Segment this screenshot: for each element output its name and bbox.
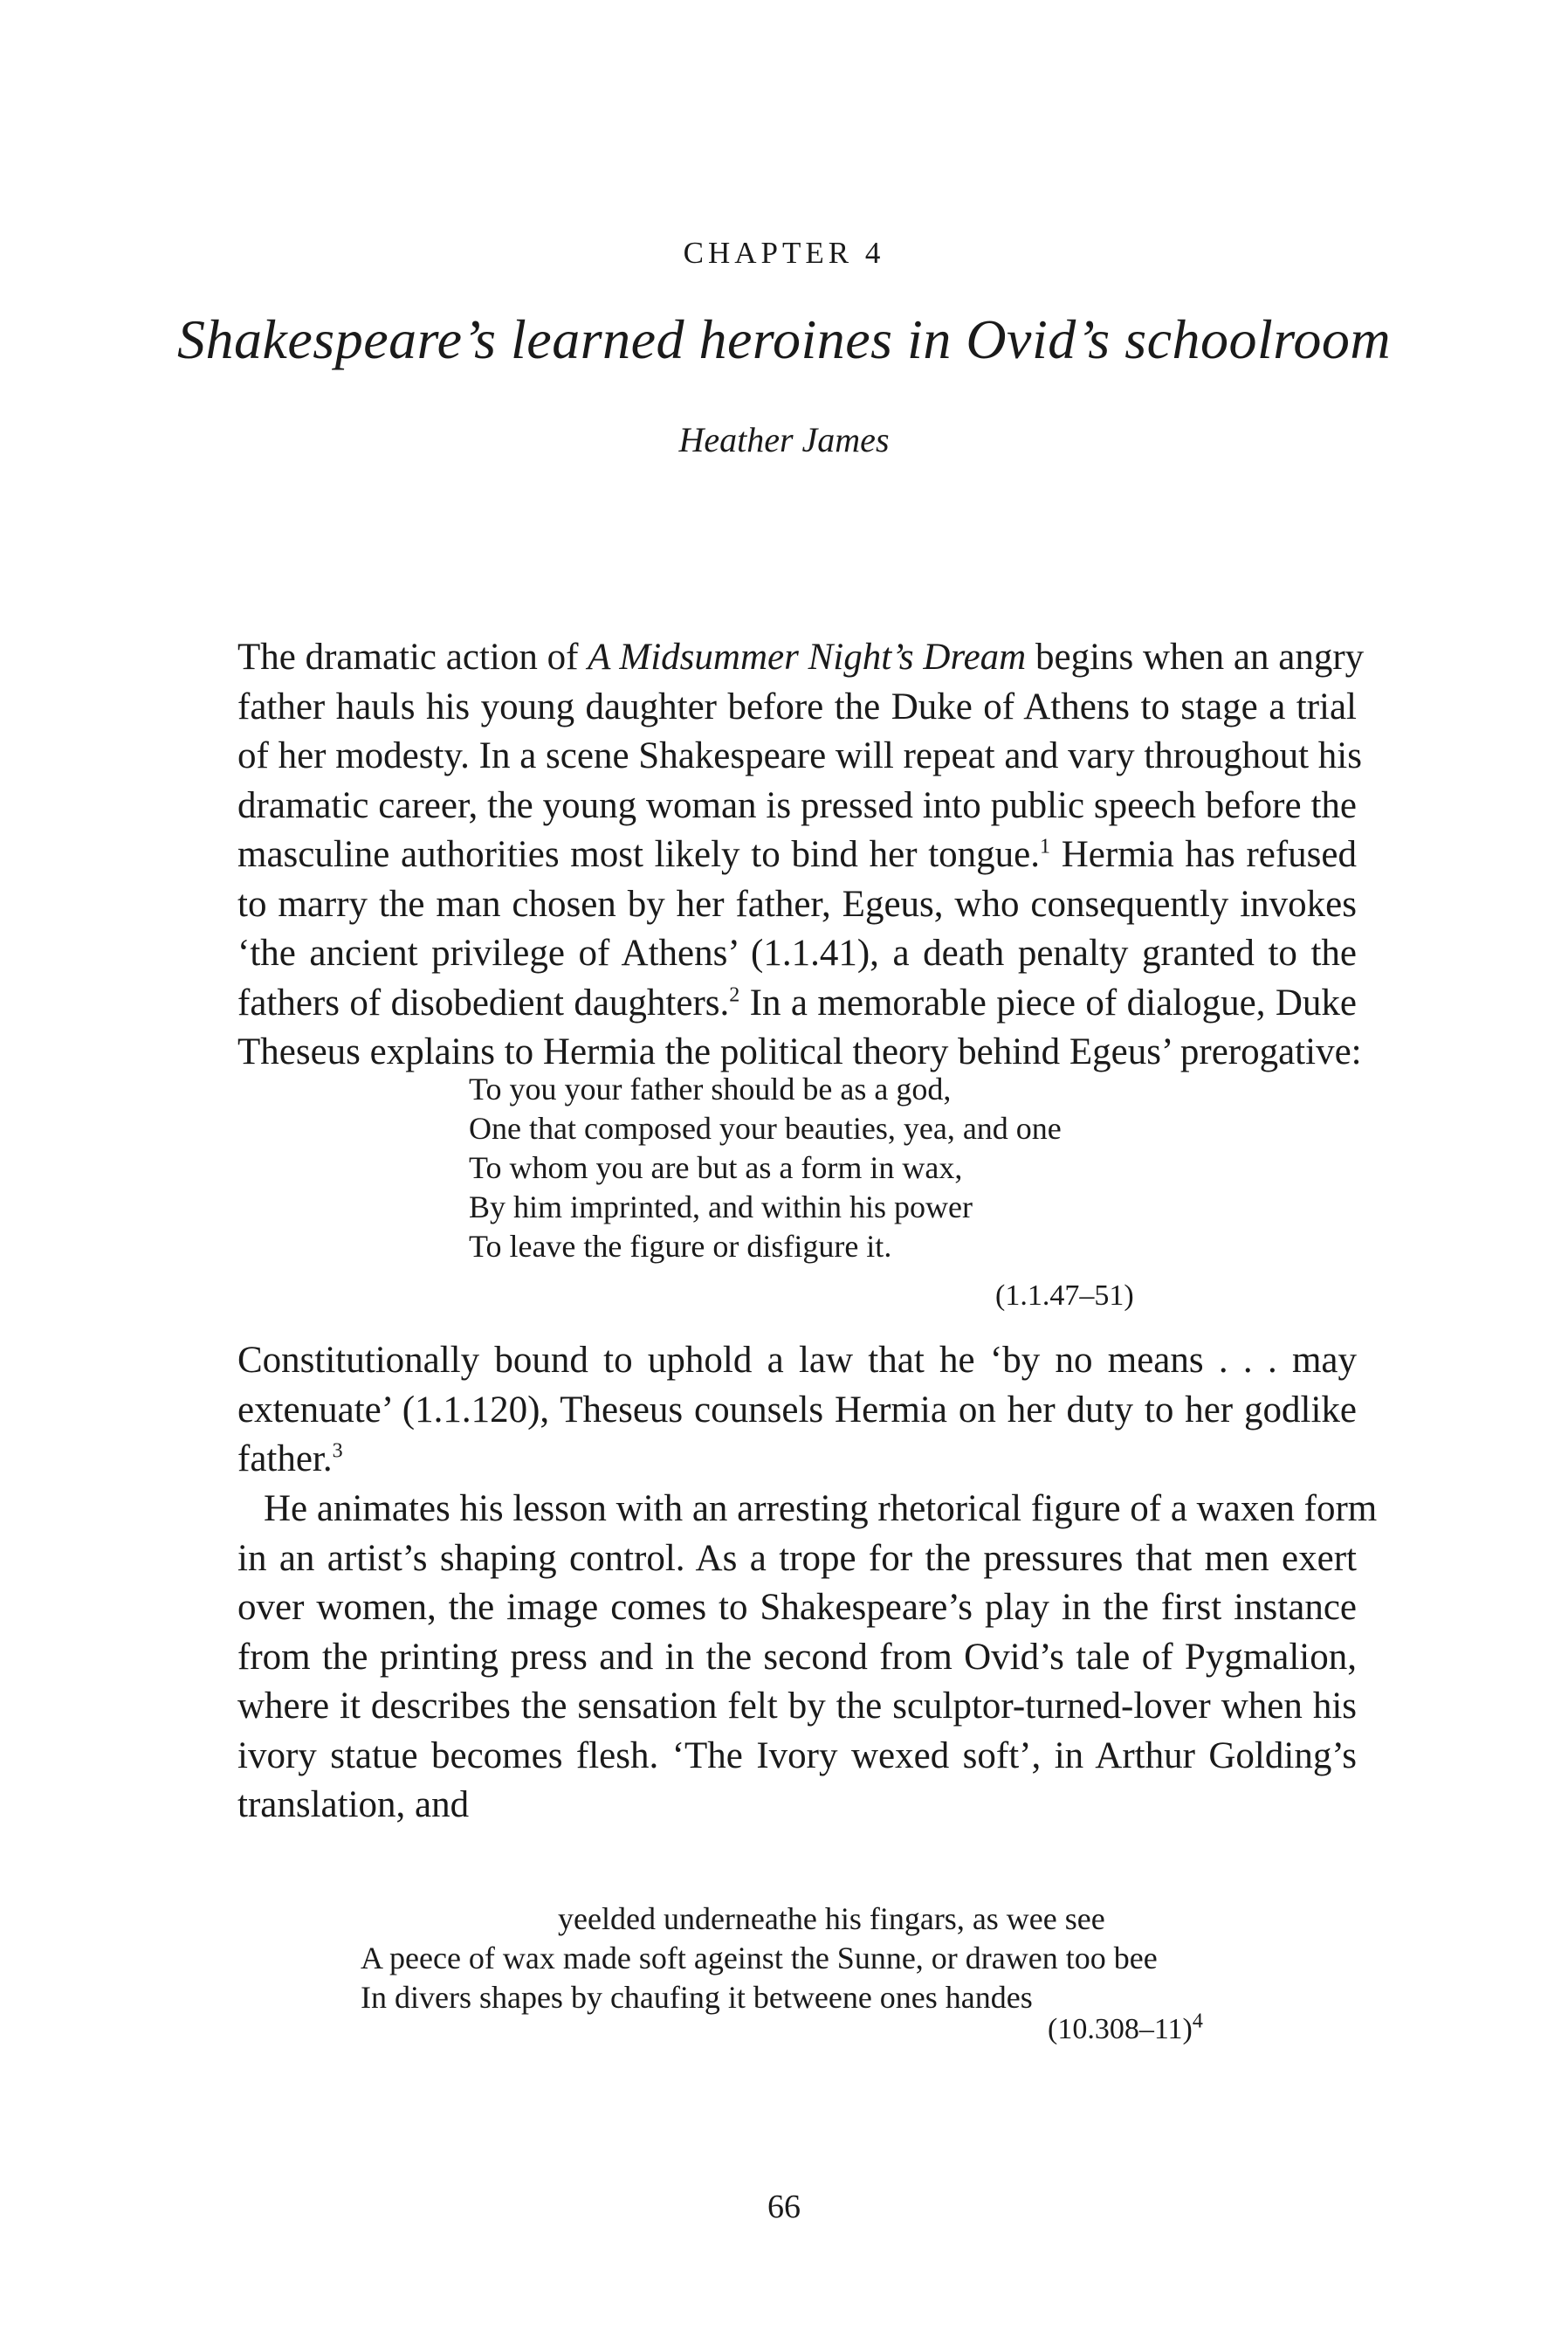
- quote-citation: (1.1.47–51): [995, 1279, 1134, 1312]
- chapter-title: Shakespeare’s learned heroines in Ovid’s schoolroom: [176, 308, 1392, 370]
- text-line: where it describes the sensation felt by the sculptor-turned-lover when his: [237, 1686, 1357, 1727]
- page-number: 66: [767, 2189, 801, 2225]
- chapter-label: CHAPTER 4: [683, 236, 885, 270]
- text-line: masculine authorities most likely to bind her tongue.$^1$ Hermia has refused: [237, 834, 1357, 875]
- footnote-marker: 2: [729, 983, 740, 1007]
- paragraph-constitutionally: [237, 1336, 1357, 1485]
- text-line: extenuate’ (1.1.120), Theseus counsels Hermia on her duty to her godlike: [237, 1389, 1357, 1431]
- paragraph-opening: [237, 633, 1365, 1078]
- text-line: Theseus explains to Hermia the political theory behind Egeus’ prerogative:: [237, 1031, 1362, 1072]
- block-quote-golding: [361, 1899, 1158, 2017]
- quote-line: By him imprinted, and within his power: [469, 1189, 973, 1224]
- text-line: dramatic career, the young woman is pressed into public speech before the: [237, 784, 1357, 826]
- paragraph-waxen-form: [237, 1485, 1378, 1830]
- quote-line: In divers shapes by chaufing it betweene ones handes: [361, 1980, 1033, 2015]
- text-line: translation, and: [237, 1784, 470, 1825]
- footnote-marker: 3: [332, 1439, 343, 1463]
- text-line: father.$^3$: [237, 1438, 343, 1479]
- footnote-marker: 4: [1192, 2010, 1203, 2033]
- text-line: over women, the image comes to Shakespeare’s play in the first instance: [237, 1587, 1357, 1628]
- author-name: Heather James: [678, 420, 890, 459]
- quote-line: To you your father should be as a god,: [469, 1072, 952, 1107]
- text-line: of her modesty. In a scene Shakespeare will repeat and vary throughout his: [237, 735, 1362, 776]
- text-line: ivory statue becomes flesh. ‘The Ivory wexed soft’, in Arthur Golding’s: [237, 1734, 1357, 1776]
- quote-citation: $(10.308-11)^4$: [1048, 2010, 1203, 2045]
- block-quote-theseus: [469, 1070, 1062, 1266]
- quote-line: yeelded underneathe his fingars, as wee see: [558, 1901, 1105, 1936]
- footnote-marker: 1: [1040, 835, 1051, 858]
- quote-line: To whom you are but as a form in wax,: [469, 1150, 963, 1185]
- text-line: ‘the ancient privilege of Athens’ (1.1.41), a death penalty granted to the: [237, 933, 1357, 974]
- text-line: Constitutionally bound to uphold a law that he ‘by no means . . . may: [237, 1340, 1357, 1381]
- play-title-italic: A Midsummer Night’s Dream: [588, 637, 1027, 678]
- text-line: to marry the man chosen by her father, Egeus, who consequently invokes: [237, 883, 1357, 925]
- text-line: The dramatic action of A Midsummer Night’s Dream begins when an angry: [237, 637, 1365, 678]
- quote-line: A peece of wax made soft ageinst the Sunne, or drawen too bee: [361, 1941, 1158, 1975]
- text-line: from the printing press and in the second from Ovid’s tale of Pygmalion,: [237, 1636, 1357, 1678]
- text-line: fathers of disobedient daughters.$^2$ In a memorable piece of dialogue, Duke: [237, 982, 1357, 1024]
- text-line: He animates his lesson with an arresting rhetorical figure of a waxen form: [264, 1488, 1378, 1529]
- quote-line: One that composed your beauties, yea, and one: [469, 1111, 1062, 1146]
- text-line: father hauls his young daughter before the Duke of Athens to stage a trial: [237, 686, 1357, 727]
- quote-line: To leave the figure or disfigure it.: [469, 1229, 892, 1264]
- text-line: in an artist’s shaping control. As a trope for the pressures that men exert: [237, 1537, 1357, 1579]
